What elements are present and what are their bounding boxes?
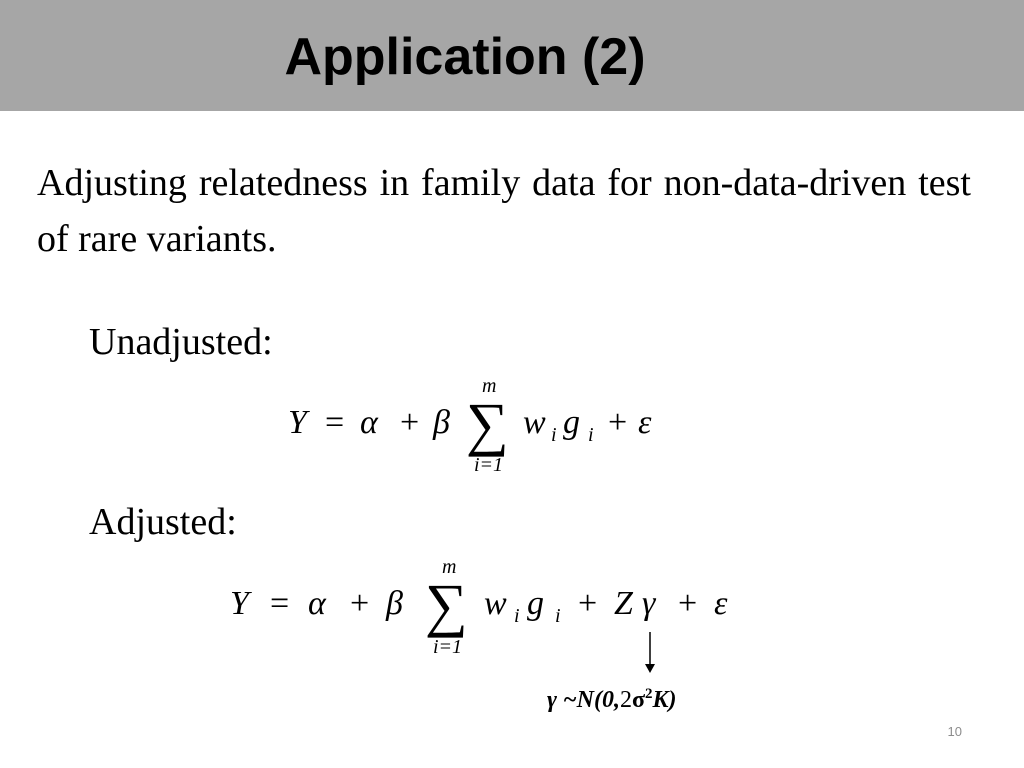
gamma-dist-exponent: 2 bbox=[645, 686, 653, 702]
eq2-z: Z bbox=[614, 585, 633, 622]
eq2-equals: = bbox=[270, 585, 290, 622]
unadjusted-label: Unadjusted: bbox=[89, 321, 273, 363]
gamma-distribution bbox=[547, 686, 677, 714]
eq1-lower-limit: i=1 bbox=[474, 454, 504, 476]
gamma-dist-two: 2 bbox=[619, 687, 632, 713]
eq1-alpha: α bbox=[360, 404, 378, 441]
slide-title: Application (2) bbox=[284, 28, 646, 86]
eq2-beta: β bbox=[386, 585, 403, 622]
down-arrow-icon bbox=[643, 632, 657, 674]
eq2-epsilon: ε bbox=[714, 585, 728, 622]
eq1-w-sub: i bbox=[551, 424, 557, 446]
eq2-y: Y bbox=[230, 585, 249, 622]
eq2-upper-limit: m bbox=[442, 556, 457, 578]
eq2-w: w bbox=[484, 585, 507, 622]
intro-text: Adjusting relatedness in family data for non-data-driven test of rare variants. bbox=[37, 162, 971, 260]
eq1-w: w bbox=[523, 404, 546, 441]
eq1-epsilon: ε bbox=[638, 404, 652, 441]
eq2-alpha: α bbox=[308, 585, 326, 622]
gamma-dist-suffix: K) bbox=[652, 687, 677, 713]
eq1-sum-symbol: ∑ bbox=[466, 391, 509, 457]
eq2-plus: + bbox=[350, 585, 370, 622]
eq2-lower-limit: i=1 bbox=[433, 636, 463, 658]
eq1-y: Y bbox=[288, 404, 307, 441]
eq2-g: g bbox=[527, 585, 544, 622]
adjusted-label: Adjusted: bbox=[89, 501, 237, 543]
eq2-plus-2: + bbox=[578, 585, 598, 622]
eq2-gamma: γ bbox=[642, 585, 656, 622]
eq1-equals: = bbox=[325, 404, 345, 441]
gamma-dist-prefix: γ ~N(0, bbox=[547, 687, 620, 713]
gamma-dist-sigma: σ bbox=[631, 687, 646, 713]
eq1-beta: β bbox=[433, 404, 450, 441]
eq1-g: g bbox=[563, 404, 580, 441]
eq1-g-sub: i bbox=[588, 424, 594, 446]
eq1-plus: + bbox=[400, 404, 420, 441]
eq1-plus-2: + bbox=[608, 404, 628, 441]
eq2-sum-symbol: ∑ bbox=[425, 572, 468, 638]
eq2-plus-3: + bbox=[678, 585, 698, 622]
eq2-w-sub: i bbox=[514, 605, 520, 627]
page-number: 10 bbox=[947, 724, 962, 739]
eq1-upper-limit: m bbox=[482, 375, 497, 397]
eq2-g-sub: i bbox=[555, 605, 561, 627]
